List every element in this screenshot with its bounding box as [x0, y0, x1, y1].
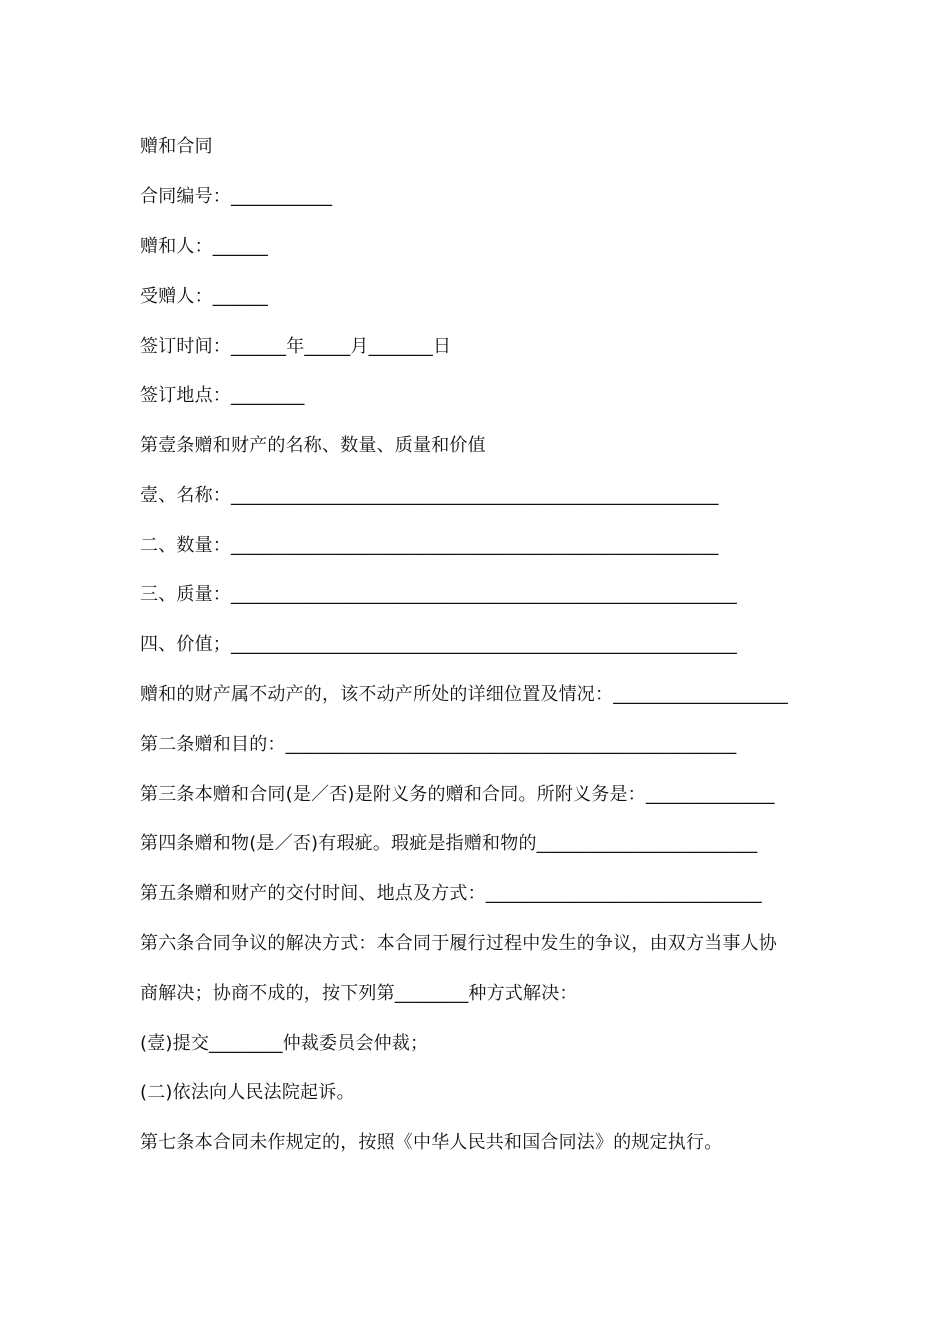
- option-arbitration: (壹)提交________仲裁委员会仲裁；: [140, 1033, 429, 1054]
- article-7-line: 第七条本合同未作规定的，按照《中华人民共和国合同法》的规定执行。: [140, 1132, 723, 1153]
- article-2-line: 第二条赠和目的：_________________________________________________: [140, 734, 737, 755]
- article-3-line: 第三条本赠和合同(是／否)是附义务的赠和合同。所附义务是：______________: [140, 784, 775, 805]
- donee-line: 受赠人：______: [140, 286, 268, 307]
- article-4-line: 第四条赠和物(是／否)有瑕疵。瑕疵是指赠和物的________________________: [140, 833, 758, 854]
- article-1-heading: 第壹条赠和财产的名称、数量、质量和价值: [140, 435, 486, 456]
- property-quantity-line: 二、数量：_____________________________________________________: [140, 535, 719, 556]
- option-litigation: (二)依法向人民法院起诉。: [140, 1082, 355, 1103]
- signing-place-line: 签订地点：________: [140, 385, 305, 406]
- property-name-line: 壹、名称：_____________________________________________________: [140, 485, 719, 506]
- contract-number-line: 合同编号：___________: [140, 186, 333, 207]
- article-6-line: 第六条合同争议的解决方式：本合同于履行过程中发生的争议，由双方当事人协: [140, 933, 777, 954]
- article-5-line: 第五条赠和财产的交付时间、地点及方式：______________________________: [140, 883, 762, 904]
- property-quality-line: 三、质量：_______________________________________________________: [140, 584, 737, 605]
- article-6-continued: 商解决；协商不成的，按下列第________种方式解决：: [140, 983, 578, 1004]
- donor-line: 赠和人：______: [140, 236, 268, 257]
- document-title: 赠和合同: [140, 136, 213, 157]
- real-estate-line: 赠和的财产属不动产的，该不动产所处的详细位置及情况：___________________: [140, 684, 788, 705]
- signing-date-line: 签订时间：______年_____月_______日: [140, 336, 452, 357]
- property-value-line: 四、价值；_______________________________________________________: [140, 634, 737, 655]
